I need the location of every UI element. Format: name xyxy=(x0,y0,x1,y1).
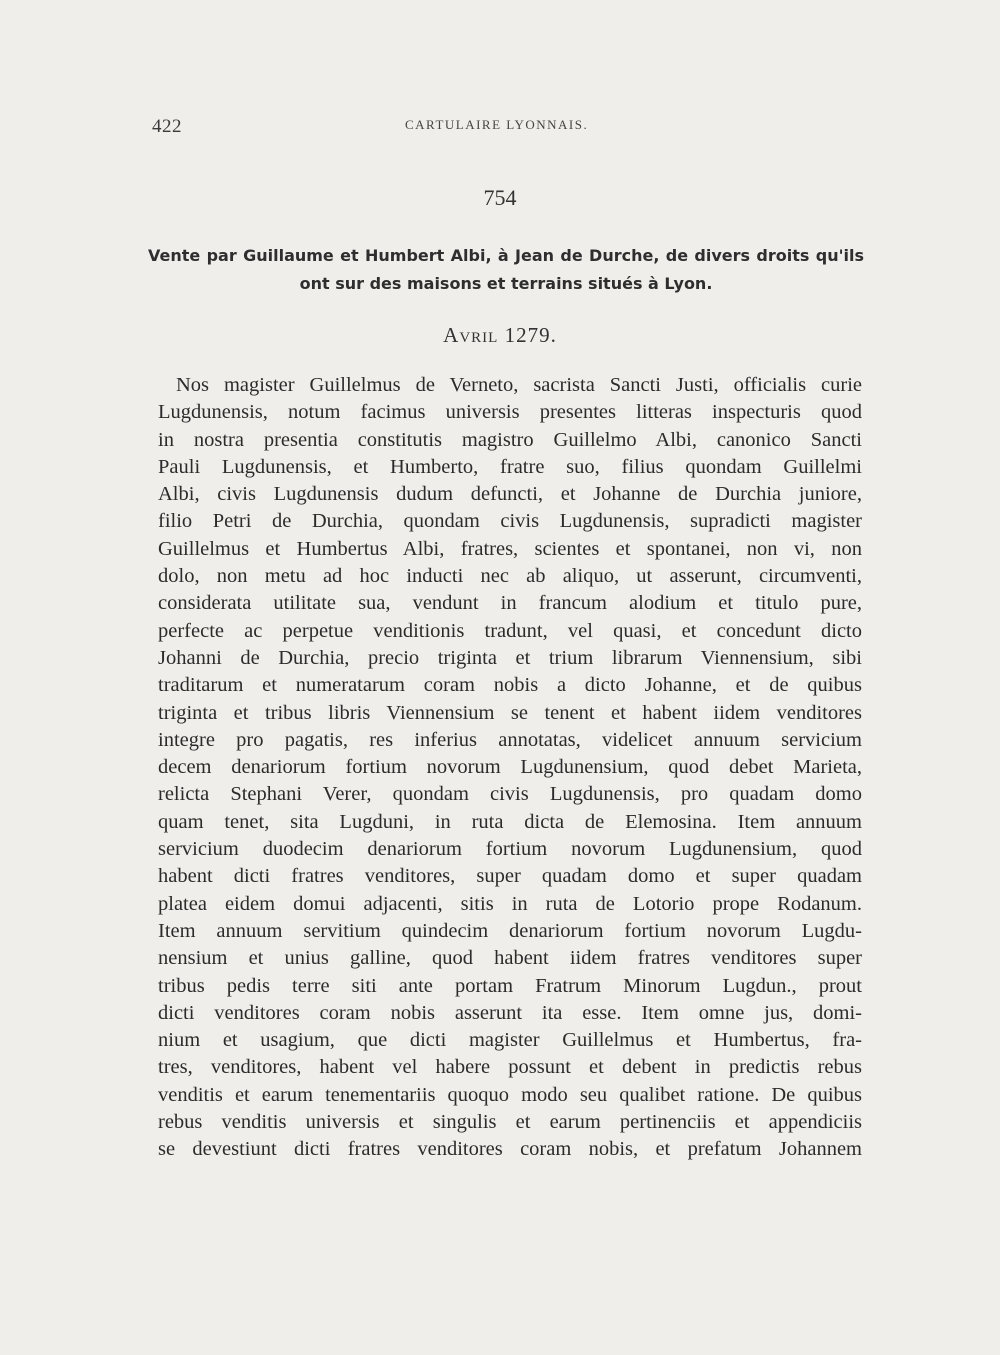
body-line: perfecte ac perpetue venditionis tradunt, vel quasi, et concedunt dicto xyxy=(158,619,862,642)
body-line: se devestiunt dicti fratres venditores coram nobis, et prefatum Johannem xyxy=(158,1138,862,1161)
body-line: nium et usagium, que dicti magister Guillelmus et Humbertus, fra- xyxy=(158,1029,862,1052)
body-line: nensium et unius galline, quod habent iidem fratres venditores super xyxy=(158,947,862,970)
body-line: in nostra presentia constitutis magistro Guillelmo Albi, canonico Sancti xyxy=(158,428,862,451)
body-line: considerata utilitate sua, vendunt in francum alodium et titulo pure, xyxy=(158,592,862,615)
body-line: Albi, civis Lugdunensis dudum defuncti, et Johanne de Durchia juniore, xyxy=(158,483,862,506)
body-line: Johanni de Durchia, precio triginta et trium librarum Viennensium, sibi xyxy=(158,646,862,669)
body-line: Item annuum servitium quindecim denariorum fortium novorum Lugdu- xyxy=(158,919,862,942)
body-line: Pauli Lugdunensis, et Humberto, fratre suo, filius quondam Guillelmi xyxy=(158,455,862,478)
body-line: servicium duodecim denariorum fortium novorum Lugdunensium, quod xyxy=(158,838,862,861)
document-date-text: Avril 1279. xyxy=(443,323,557,347)
body-line: integre pro pagatis, res inferius annotatas, videlicet annuum servicium xyxy=(158,728,862,751)
body-line: Lugdunensis, notum facimus universis presentes litteras inspecturis quod xyxy=(158,401,862,424)
body-line: tribus pedis terre siti ante portam Fratrum Minorum Lugdun., prout xyxy=(158,974,862,997)
body-line: platea eidem domui adjacenti, sitis in ruta de Lotorio prope Rodanum. xyxy=(158,892,862,915)
body-line: relicta Stephani Verer, quondam civis Lugdunensis, pro quadam domo xyxy=(158,783,862,806)
body-line: triginta et tribus libris Viennensium se tenent et habent iidem venditores xyxy=(158,701,862,724)
summary-line-2: ont sur des maisons et terrains situés à Lyon. xyxy=(299,274,713,293)
body-text xyxy=(158,372,862,1164)
body-line: filio Petri de Durchia, quondam civis Lugdunensis, supradicti magister xyxy=(158,510,862,533)
document-number xyxy=(0,185,1000,211)
body-line: habent dicti fratres venditores, super quadam domo et super quadam xyxy=(158,865,862,888)
body-line: quam tenet, sita Lugduni, in ruta dicta de Elemosina. Item annuum xyxy=(158,810,862,833)
body-line: traditarum et numeratarum coram nobis a dicto Johanne, et de quibus xyxy=(158,674,862,697)
body-line: dolo, non metu ad hoc inducti nec ab aliquo, ut asserunt, circumventi, xyxy=(158,565,862,588)
page-number: 422 xyxy=(152,116,182,137)
running-head: CARTULAIRE LYONNAIS. xyxy=(405,117,589,132)
body-line: rebus venditis universis et singulis et earum pertinenciis et appendiciis xyxy=(158,1111,862,1134)
document-summary xyxy=(148,242,864,298)
document-date xyxy=(0,323,1000,348)
document-number-text: 754 xyxy=(483,185,517,210)
body-line: Nos magister Guillelmus de Verneto, sacrista Sancti Justi, officialis curie xyxy=(176,374,862,396)
body-line: Guillelmus et Humbertus Albi, fratres, scientes et spontanei, non vi, non xyxy=(158,537,862,560)
body-line: dicti venditores coram nobis asserunt ita esse. Item omne jus, domi- xyxy=(158,1001,862,1024)
body-line: tres, venditores, habent vel habere possunt et debent in predictis rebus xyxy=(158,1056,862,1079)
summary-line-1: Vente par Guillaume et Humbert Albi, à Jean de Durche, de divers droits qu'ils xyxy=(148,246,864,265)
body-line: venditis et earum tenementariis quoquo modo seu qualibet ratione. De quibus xyxy=(158,1083,862,1106)
body-line: decem denariorum fortium novorum Lugdunensium, quod debet Marieta, xyxy=(158,756,862,779)
